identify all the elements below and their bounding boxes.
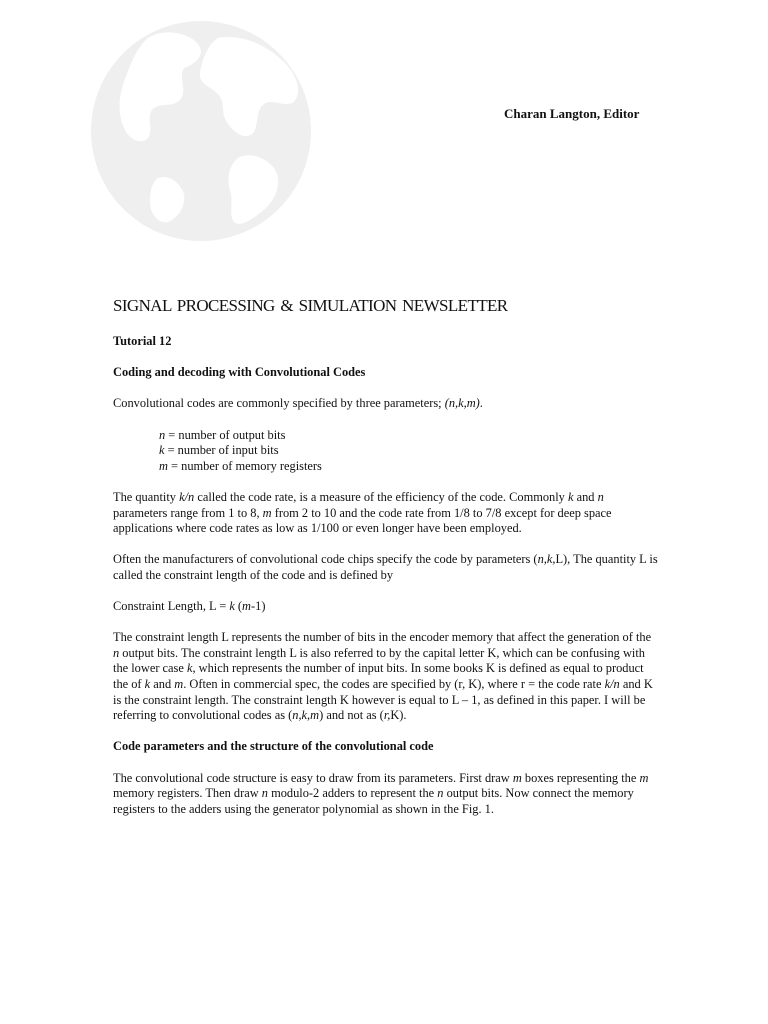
manufacturers-paragraph: Often the manufacturers of convolutional code chips specify the code by parameters (n,k,L), The quantity L is called the constraint length of the code and is defined by (113, 552, 658, 582)
intro-paragraph: Convolutional codes are commonly specified by three parameters; (n,k,m). (113, 396, 483, 411)
newsletter-title: SIGNAL PROCESSING & SIMULATION NEWSLETTER (113, 296, 508, 315)
globe-watermark-icon (88, 18, 314, 244)
definition-n: n = number of output bits (159, 427, 286, 442)
definition-m: m = number of memory registers (159, 458, 322, 473)
editor-name: Charan Langton, Editor (504, 106, 640, 121)
section-heading: Code parameters and the structure of the convolutional code (113, 739, 434, 754)
definition-k: k = number of input bits (159, 443, 279, 458)
tutorial-number: Tutorial 12 (113, 334, 172, 348)
parameter-definitions (159, 428, 658, 475)
document-body (113, 334, 658, 833)
tutorial-subtitle: Coding and decoding with Convolutional Codes (113, 365, 366, 380)
constraint-length-equation: Constraint Length, L = k (m-1) (113, 599, 266, 614)
structure-paragraph: The convolutional code structure is easy to draw from its parameters. First draw m boxes representing the m memory registers. Then draw n modulo-2 adders to represent the n output bits. Now connect the memory registers to the adders using the generator polynomial as shown in the Fig. 1. (113, 770, 649, 816)
code-rate-paragraph: The quantity k/n called the code rate, is a measure of the efficiency of the code. Commonly k and n parameters range from 1 to 8, m from 2 to 10 and the code rate from 1/8 to 7/8 except for deep space applications where code rates as low as 1/100 or even longer have been employed. (113, 489, 612, 536)
constraint-length-paragraph: The constraint length L represents the number of bits in the encoder memory that affect the generation of the n output bits. The constraint length L is also referred to by the capital letter K, which can be confusing with the lower case k, which represents the number of input bits. In some books K is defined as equal to product the of k and m. Often in commercial spec, the codes are specified by (r, K), where r = the code rate k/n and K is the constraint length. The constraint length K however is equal to L – 1, as defined in this paper. I will be referring to convolutional codes as (n,k,m) and not as (r,K). (113, 630, 653, 723)
